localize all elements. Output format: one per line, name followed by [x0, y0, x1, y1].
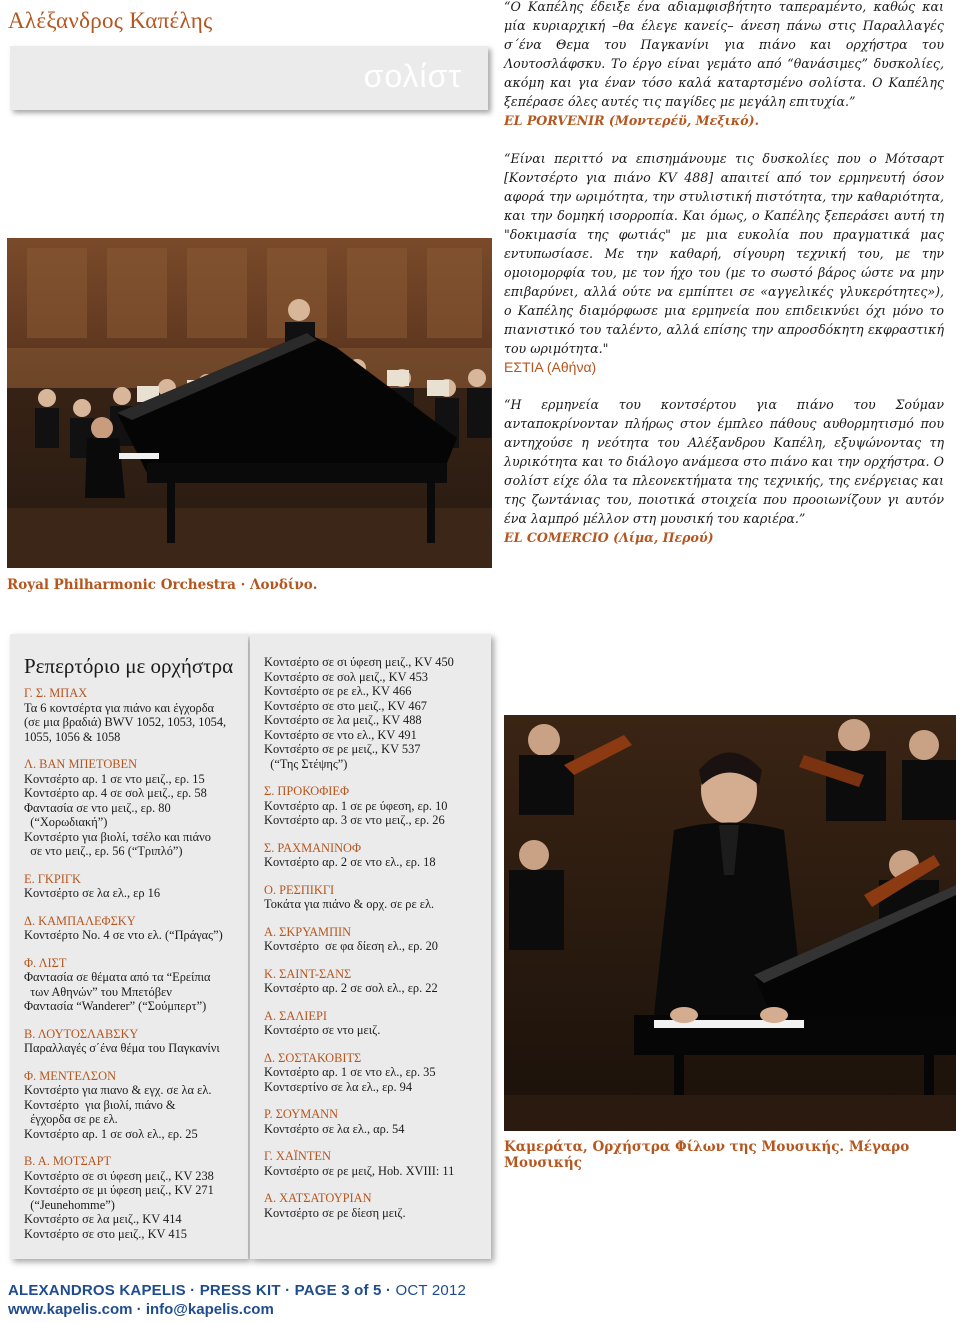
repertoire-work: Κοντσέρτο σε μι ύφεση μειζ., KV 271 — [24, 1183, 214, 1197]
composer-heading: Σ. ΡΑΧΜΑΝΙΝΟΦ — [264, 840, 362, 855]
composer-heading: Κ. ΣΑΙΝΤ-ΣΑΝΣ — [264, 966, 352, 981]
composer-heading: Β. ΛΟΥΤΟΣΛΑΒΣΚΥ — [24, 1026, 139, 1041]
repertoire-work: Κοντσέρτο αρ. 2 σε σολ ελ., ερ. 22 — [264, 981, 438, 995]
repertoire-panel-left — [10, 634, 248, 1259]
repertoire-work: σε ντο μειζ., ερ. 56 (“Τριπλό”) — [24, 844, 183, 858]
repertoire-work: Κοντσέρτο αρ. 2 σε ντο ελ., ερ. 18 — [264, 855, 436, 869]
composer-heading: Λ. ΒΑΝ ΜΠΕΤΟΒΕΝ — [24, 757, 138, 771]
repertoire-work: Τοκάτα για πιάνο & ορχ. σε ρε ελ. — [264, 897, 435, 911]
repertoire-work: Κοντσέρτο σε ρε ελ., KV 466 — [264, 684, 412, 698]
repertoire-work: Κοντσέρτο αρ. 1 σε ντο μειζ., ερ. 15 — [24, 771, 205, 786]
composer-heading: Γ. ΧΑΪΝΤΕΝ — [264, 1149, 331, 1163]
composer-heading: Ρ. ΣΟΥΜΑΝΝ — [264, 1107, 339, 1121]
repertoire-work: Κοντσέρτο σε στο μειζ., KV 415 — [24, 1226, 187, 1241]
repertoire-work: Κοντσέρτο σε ντο ελ., KV 491 — [264, 727, 417, 742]
repertoire-work: Κοντσέρτο σε λα ελ., ερ 16 — [24, 886, 161, 900]
repertoire-work: Κοντσέρτο σε λα μειζ., KV 414 — [24, 1212, 182, 1226]
repertoire-work: (“Jeunehomme”) — [24, 1197, 115, 1212]
repertoire-work: Κοντσέρτο αρ. 4 σε σολ μειζ., ερ. 58 — [24, 786, 207, 800]
composer-heading: Φ. ΛΙΣΤ — [24, 955, 67, 970]
soloist-banner — [10, 46, 488, 110]
repertoire-work: Κοντσέρτο σε λα μειζ., KV 488 — [264, 713, 422, 727]
repertoire-work: Κοντσέρτο Νο. 4 σε ντο ελ. (“Πράγας”) — [24, 928, 223, 942]
footer-press-kit — [8, 1282, 466, 1299]
repertoire-title: Ρεπερτόριο με ορχήστρα — [24, 654, 234, 678]
orchestra-photo-top — [7, 238, 492, 568]
composer-heading: Ε. ΓΚΡΙΓΚ — [24, 871, 82, 886]
quote-text: “Η ερμηνεία του κοντσέρτου για πιάνο του Σούμαν ανταποκρίνονταν πλήρως στον έμπλεο πάθους αυθορμητισμό που αντηχούσε η νεότητα του Αλέξανδρου Καπέλη, εξυψώνοντας τη λυρικότητα και το διάλογο ανάμεσα στο πιάνο και την ορχήστρα. Ο σολίστ είχε όλα τα πλεονεκτήματα της τεχνικής, της ενέργειας και της ζωντάνιας του, ποιοτικά στοιχεία που προοιωνίζουν γι αυτόν ένα λαμπρό μέλλον στη μουσική του καριέρα.” — [504, 397, 944, 526]
repertoire-work: Παραλλαγές σ΄ένα θέμα του Παγκανίνι — [24, 1041, 220, 1055]
footer-press-kit-label: ALEXANDROS KAPELIS · PRESS KIT · PAGE 3 of 5 · — [8, 1282, 392, 1299]
repertoire-work: Κοντσερτίνο σε λα ελ., ερ. 94 — [264, 1079, 413, 1094]
quote-estia — [504, 149, 944, 377]
quote-source: ΕΣΤΙΑ (Αθήνα) — [504, 359, 597, 375]
composer-heading: Α. ΧΑΤΣΑΤΟΥΡΙΑΝ — [264, 1191, 372, 1205]
composer-heading: Α. ΣΑΛΙΕΡΙ — [264, 1008, 327, 1023]
repertoire-work: (σε μια βραδιά) BWV 1052, 1053, 1054, — [24, 715, 227, 729]
photo-top-caption: Royal Philharmonic Orchestra · Λονδίνο. — [7, 577, 318, 593]
repertoire-work: Κοντσέρτο αρ. 1 σε σολ ελ., ερ. 25 — [24, 1126, 198, 1141]
concert-hall-image — [7, 238, 492, 568]
repertoire-work: Κοντσέρτο αρ. 1 σε ρε ύφεση, ερ. 10 — [264, 798, 448, 813]
repertoire-work: Φαντασία “Wanderer” (“Σούμπερτ”) — [24, 999, 207, 1013]
repertoire-work: Κοντσέρτο σε στο μειζ., KV 467 — [264, 698, 427, 713]
repertoire-work: Τα 6 κοντσέρτα για πιάνο και έγχορδα — [24, 700, 215, 715]
repertoire-work: Κοντσέρτο για βιολί, τσέλο και πιάνο — [24, 829, 211, 844]
photo-bottom-caption: Καμεράτα, Ορχήστρα Φίλων της Μουσικής. Μέγαρο Μουσικής — [504, 1139, 910, 1171]
repertoire-column-1 — [10, 634, 248, 1241]
quote-source: EL PORVENIR (Μοντερέϋ, Μεξικό). — [504, 113, 759, 128]
repertoire-column-2 — [250, 634, 491, 1220]
repertoire-work: Κοντσέρτο σε ρε δίεση μειζ. — [264, 1205, 406, 1220]
pianist-image — [504, 715, 956, 1131]
composer-heading: Δ. ΚΑΜΠΑΛΕΦΣΚΥ — [24, 913, 136, 928]
repertoire-work: 1055, 1056 & 1058 — [24, 729, 121, 744]
repertoire-work: Κοντσέρτο για βιολί, πιάνο & — [24, 1097, 176, 1112]
composer-heading: Γ. Σ. ΜΠΑΧ — [24, 686, 88, 700]
repertoire-work: (“Της Στέψης”) — [264, 756, 348, 771]
soloist-label: σολίστ — [363, 58, 462, 94]
footer-date: OCT 2012 — [391, 1282, 467, 1299]
repertoire-work: (“Χορωδιακή”) — [24, 815, 108, 829]
quote-source: EL COMERCIO (Λίμα, Περού) — [504, 530, 714, 545]
repertoire-work: Κοντσέρτο σε ντο μειζ. — [264, 1023, 381, 1037]
repertoire-work: Κοντσέρτο σε φα δίεση ελ., ερ. 20 — [264, 939, 438, 953]
repertoire-work: έγχορδα σε ρε ελ. — [24, 1112, 118, 1126]
quote-text: “Ο Καπέλης έδειξε ένα αδιαμφισβήτητο ταπεραμέντο, καθώς και μία κυριαρχική –θα έλεγε κανείς– άνεση πάνω στις Παραλλαγές σ΄ένα Θεμα του Παγκανίνι για πιάνο και ορχήστρα του Λουτοσλάφσκυ. Το έργο είναι γεμάτο από “θανάσιμες” δυσκολίες, ακόμη και για έναν τόσο καλά καταρτσμένο σολίστα. Ο Καπέλης ξεπέρασε όλες αυτές τις παγίδες με μεγάλη επιτυχία.” — [504, 0, 944, 109]
repertoire-panel-right — [250, 634, 491, 1259]
repertoire-work: Κοντσέρτο σε λα ελ., αρ. 54 — [264, 1121, 405, 1136]
composer-heading: Δ. ΣΟΣΤΑΚΟΒΙΤΣ — [264, 1050, 362, 1065]
repertoire-work: Κοντσέρτο σε ρε μειζ., KV 537 — [264, 742, 421, 756]
repertoire-work: Κοντσέρτο αρ. 3 σε ντο μειζ., ερ. 26 — [264, 813, 445, 827]
composer-heading: Ο. ΡΕΣΠΙΚΓΙ — [264, 882, 335, 897]
quote-el-comercio — [504, 395, 944, 547]
repertoire-work: Κοντσέρτο αρ. 1 σε ντο ελ., ερ. 35 — [264, 1065, 436, 1079]
composer-heading: Α. ΣΚΡΥΑΜΠΙΝ — [264, 924, 352, 939]
page-title: Αλέξανδρος Καπέλης — [8, 8, 213, 33]
pianist-photo-bottom — [504, 715, 956, 1131]
composer-heading: Σ. ΠΡΟΚΟΦΙΕΦ — [264, 784, 350, 798]
composer-heading: Β. Α. ΜΟΤΣΑΡΤ — [24, 1154, 112, 1168]
repertoire-work: Κοντσέρτο σε σι ύφεση μειζ., KV 450 — [264, 655, 454, 669]
repertoire-work: Φαντασία σε ντο μειζ., ερ. 80 — [24, 800, 171, 815]
repertoire-work: Φαντασία σε θέματα από τα “Ερείπια — [24, 970, 211, 984]
repertoire-work: Κοντσέρτο σε σι ύφεση μειζ., KV 238 — [24, 1168, 214, 1183]
repertoire-work: Κοντσέρτο για πιανο & εγχ. σε λα ελ. — [24, 1083, 212, 1097]
repertoire-work: Κοντσέρτο σε σολ μειζ., KV 453 — [264, 669, 428, 684]
repertoire-work: των Αθηνών” του Μπετόβεν — [24, 984, 172, 999]
quote-el-porvenir — [504, 0, 944, 130]
footer-contact-links[interactable]: www.kapelis.com · info@kapelis.com — [8, 1301, 274, 1318]
repertoire-work: Κοντσέρτο σε ρε μειζ, Hob. XVIII: 11 — [264, 1163, 455, 1178]
composer-heading: Φ. ΜΕΝΤΕΛΣΟΝ — [24, 1068, 117, 1083]
quote-text: “Είναι περιττό να επισημάνουμε τις δυσκολίες που ο Μότσαρτ [Κοντσέρτο για πιάνο KV 488] απαιτεί από τον ερμηνευτή όσον αφορά την ωριμότητα, την στυλιστική πιστότητα, την καθαριότητα, και την δομηκή ισορροπία. Και όμως, ο Καπέλης ξεπεράσει αυτή τη "δοκιμασία της φωτιάς" με μια ευκολία που πραγματικά μας εντυπωσίασε. Με την καθαρή, σίγουρη τεχνική του, με την ομοιομορφία του, με τον ήχο του (με το σωστό βάρος ώστε να μην επιβαρύνει, αλλά ούτε να εμπίπτει σε «αγγελικές γλυκερότητες»), ο Καπέλης διαμόρφωσε μια ερμηνεία που επιδεικνύει όχι μόνο το πιανιστικό του ταλέντο, αλλά επίσης την απροσδόκητη εκφραστική του ωριμότητα." — [504, 151, 944, 356]
